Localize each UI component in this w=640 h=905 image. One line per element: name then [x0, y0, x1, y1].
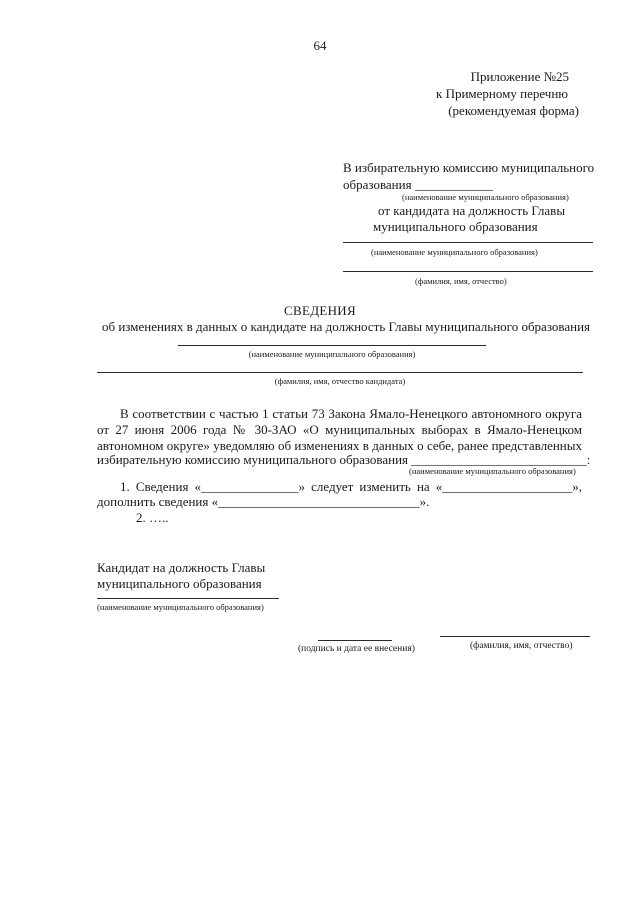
title-caption-candidate-fio: (фамилия, имя, отчество кандидата)	[274, 376, 406, 386]
title-municipality-field[interactable]	[178, 345, 486, 346]
signature-position-line-2: муниципального образования	[97, 576, 262, 591]
fio-field[interactable]	[343, 271, 593, 272]
signature-position-line-1: Кандидат на должность Главы	[97, 560, 266, 575]
addressee-line-2: образования ____________	[343, 177, 493, 192]
signature-municipality-field[interactable]	[97, 598, 279, 599]
paragraph-line-2: от 27 июня 2006 года № 30-ЗАО «О муниципальных выборах в Ямало-Ненецком	[97, 422, 582, 437]
signature-caption-municipality: (наименование муниципального образования)	[97, 602, 264, 612]
title-caption-municipality: (наименование муниципального образования)	[248, 349, 416, 359]
to-list-label: к Примерному перечню	[436, 86, 568, 101]
addressee-caption-municipality: (наименование муниципального образования)	[402, 192, 569, 202]
form-note-label: (рекомендуемая форма)	[448, 103, 579, 118]
municipality-name-field[interactable]	[343, 242, 593, 243]
addressee-from-line-2: муниципального образования	[373, 219, 538, 234]
appendix-label: Приложение №25	[470, 69, 569, 84]
addressee-caption-fio: (фамилия, имя, отчество)	[415, 276, 507, 286]
addressee-line-1: В избирательную комиссию муниципального	[343, 160, 595, 175]
title-candidate-fio-field[interactable]	[97, 372, 583, 373]
list-item-1-line-2: дополнить сведения «_______________________________».	[97, 494, 430, 509]
paragraph-line-4: избирательную комиссию муниципального образования ___________________________:	[97, 452, 591, 467]
paragraph-line-3: автономном округе» уведомляю об изменениях в данных о себе, ранее представленных	[97, 438, 582, 453]
document-title: СВЕДЕНИЯ	[284, 303, 356, 318]
signature-date-field[interactable]	[318, 640, 392, 641]
signature-fio-field[interactable]	[440, 636, 590, 637]
addressee-caption-municipality-2: (наименование муниципального образования)	[371, 247, 538, 257]
page-number: 64	[313, 38, 327, 53]
body-caption-municipality: (наименование муниципального образования)	[409, 466, 576, 476]
document-subtitle: об изменениях в данных о кандидате на должность Главы муниципального образования	[101, 319, 591, 334]
list-item-2: 2. …..	[136, 510, 169, 525]
addressee-from-line-1: от кандидата на должность Главы	[378, 203, 566, 218]
paragraph-line-1: В соответствии с частью 1 статьи 73 Закона Ямало-Ненецкого автономного округа	[120, 406, 582, 421]
signature-caption-fio: (фамилия, имя, отчество)	[470, 641, 573, 651]
list-item-1-line-1: 1. Сведения «_______________» следует изменить на «____________________»,	[120, 479, 582, 494]
signature-caption-date: (подпись и дата ее внесения)	[298, 644, 415, 654]
